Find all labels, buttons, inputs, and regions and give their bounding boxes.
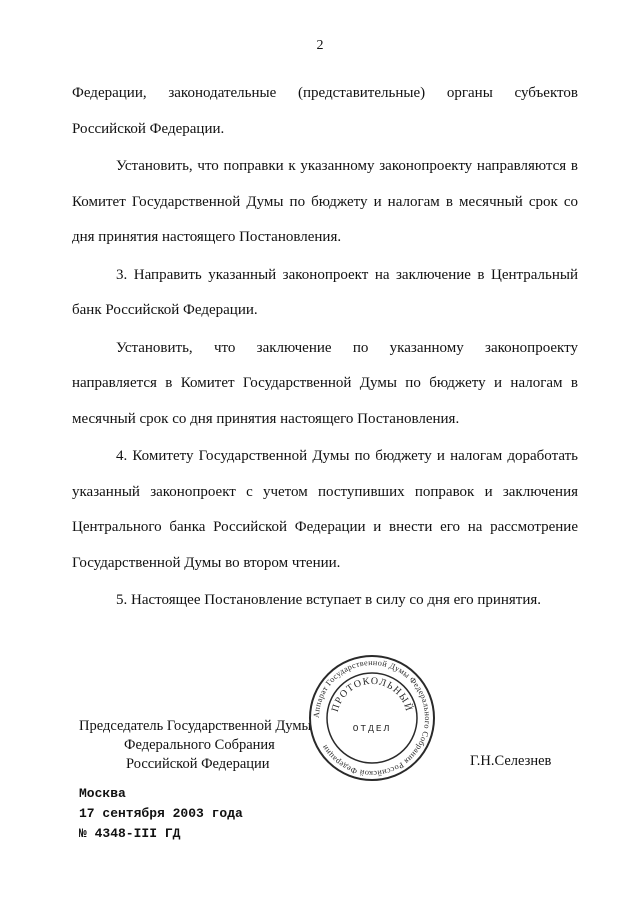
stamp-outer-text: Аппарат Государственной Думы Федерального Собрания Российской Федерации [311,657,433,779]
signer-title-line-3: Российской Федерации [126,756,270,772]
body-text [72,76,578,619]
official-stamp [307,653,437,783]
stamp-outer-ring [310,656,434,780]
stamp-center-arc: ПРОТОКОЛЬНЫЙ [329,675,415,714]
paragraph-4: Установить, что заключение по указанному законопроекту направляется в Комитет Государственной Думы по бюджету и налогам в месячный срок со дня принятия настоящего Постановления. [72,339,578,427]
stamp-center-word: ОТДЕЛ [352,723,392,734]
signature-block [79,717,311,774]
paragraph-6: 5. Настоящее Постановление вступает в силу со дня его принятия. [116,592,542,608]
city: Москва [79,786,126,801]
footer-block [79,784,243,844]
paragraph-5: 4. Комитету Государственной Думы по бюджету и налогам доработать указанный законопроект с учетом поступивших поправок и заключения Центрального банка Российской Федерации и внести его на рассмотрение Государственной Думы во втором чтении. [72,448,578,571]
document-date: 17 сентября 2003 года [79,806,243,821]
page-number: 2 [316,38,324,53]
paragraph-2: Установить, что поправки к указанному законопроекту направляются в Комитет Государственной Думы по бюджету и налогам в месячный срок со дня принятия настоящего Постановления. [72,158,578,245]
document-number: № 4348-III ГД [79,826,181,841]
paragraph-3: 3. Направить указанный законопроект на заключение в Центральный банк Российской Федерации. [72,266,578,318]
signer-name: Г.Н.Селезнев [470,753,552,769]
paragraph-1: Федерации, законодательные (представительные) органы субъектов Российской Федерации. [72,85,578,137]
signer-title-line-2: Федерального Собрания [124,737,275,753]
signer-title-line-1: Председатель Государственной Думы [79,718,312,734]
